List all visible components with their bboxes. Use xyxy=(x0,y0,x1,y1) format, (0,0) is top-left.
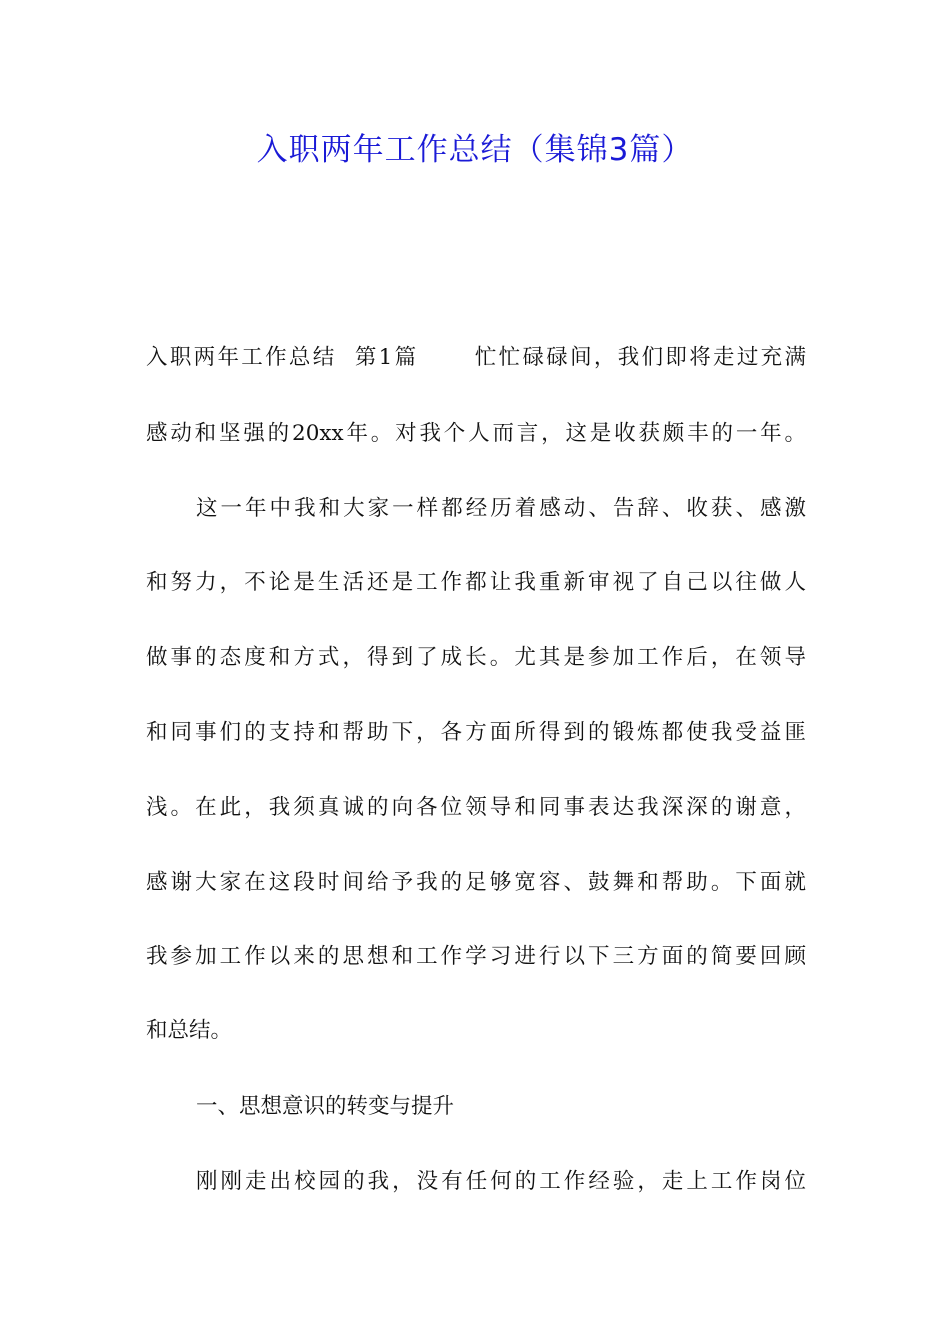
paragraph-line: 和同事们的支持和帮助下，各方面所得到的锻炼都使我受益匪 xyxy=(146,720,806,745)
document-title: 入职两年工作总结（集锦3篇） xyxy=(256,132,694,168)
paragraph-line: 和总结。 xyxy=(146,1018,233,1043)
paragraph-line: 做事的态度和方式，得到了成长。尤其是参加工作后，在领导 xyxy=(146,645,806,670)
paragraph-line: 我参加工作以来的思想和工作学习进行以下三方面的简要回顾 xyxy=(146,944,806,969)
paragraph-line: 感谢大家在这段时间给予我的足够宽容、鼓舞和帮助。下面就 xyxy=(146,870,806,895)
paragraph-line: 感动和坚强的20xx年。对我个人而言，这是收获颇丰的一年。 xyxy=(146,421,806,446)
paragraph-line: 刚刚走出校园的我，没有任何的工作经验，走上工作岗位 xyxy=(196,1169,806,1194)
subsection-heading: 一、思想意识的转变与提升 xyxy=(196,1094,455,1119)
paragraph-text: 忙忙碌碌间，我们即将走过充满 xyxy=(472,345,806,370)
paragraph-line xyxy=(146,343,806,373)
paragraph-line: 浅。在此，我须真诚的向各位领导和同事表达我深深的谢意， xyxy=(146,795,806,820)
section-heading: 入职两年工作总结 第1篇 xyxy=(146,345,419,370)
paragraph-line: 这一年中我和大家一样都经历着感动、告辞、收获、感激 xyxy=(196,496,806,521)
paragraph-line: 和努力，不论是生活还是工作都让我重新审视了自己以往做人 xyxy=(146,570,806,595)
